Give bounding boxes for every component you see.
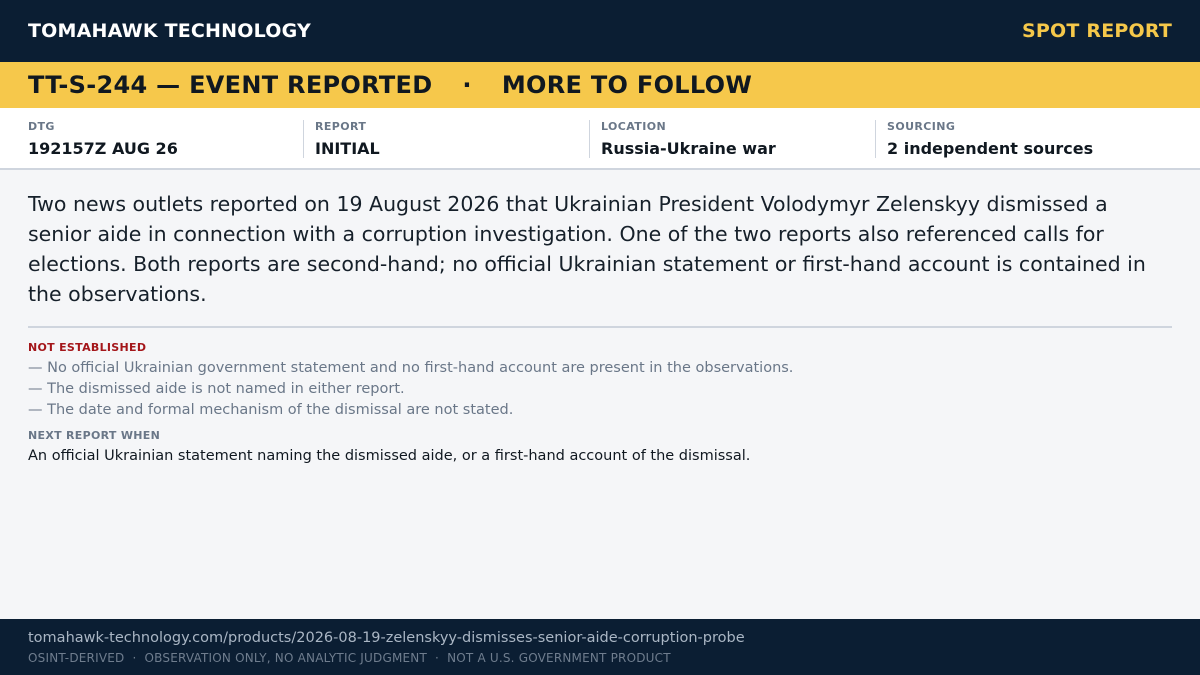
event-status: MORE TO FOLLOW xyxy=(501,71,753,99)
next-report-text: An official Ukrainian statement naming the dismissed aide, or a first-hand account of the dismissal. xyxy=(28,448,751,464)
metadata-strip xyxy=(0,108,1200,170)
list-item: — The date and formal mechanism of the dismissal are not stated. xyxy=(28,402,514,418)
report-type-label: SPOT REPORT xyxy=(1022,20,1172,42)
not-established-list xyxy=(28,358,793,421)
meta-label: REPORT xyxy=(315,120,367,133)
status-banner xyxy=(0,62,1200,108)
meta-sourcing xyxy=(875,120,1175,158)
meta-value: 192157Z AUG 26 xyxy=(28,139,178,158)
next-report-heading: NEXT REPORT WHEN xyxy=(28,429,161,442)
meta-label: SOURCING xyxy=(887,120,956,133)
top-bar xyxy=(0,0,1200,62)
footer xyxy=(0,619,1200,675)
meta-value: 2 independent sources xyxy=(887,139,1094,158)
report-summary: Two news outlets reported on 19 August 2026 that Ukrainian President Volodymyr Zelenskyy dismissed a senior aide in connection with a corruption investigation. One of the two reports also referenced calls for elections. Both reports are second-hand; no official Ukrainian statement or first-hand account is contained in the observations. xyxy=(28,192,1146,306)
event-title: TT-S-244 — EVENT REPORTED xyxy=(28,71,433,99)
meta-value: INITIAL xyxy=(315,139,380,158)
list-item: — No official Ukrainian government statement and no first-hand account are present in the observations. xyxy=(28,360,794,376)
meta-value: Russia-Ukraine war xyxy=(601,139,776,158)
section-divider xyxy=(28,326,1172,328)
meta-label: LOCATION xyxy=(601,120,667,133)
brand-name: TOMAHAWK TECHNOLOGY xyxy=(28,20,311,42)
not-established-heading: NOT ESTABLISHED xyxy=(28,341,147,354)
footer-url[interactable]: tomahawk-technology.com/products/2026-08-19-zelenskyy-dismisses-senior-aide-corruption-probe xyxy=(28,630,745,646)
meta-dtg xyxy=(28,120,298,158)
banner-separator: · xyxy=(462,71,472,99)
meta-location xyxy=(589,120,869,158)
list-item: — The dismissed aide is not named in either report. xyxy=(28,381,405,397)
meta-label: DTG xyxy=(28,120,55,133)
meta-report xyxy=(303,120,583,158)
footer-disclaimer: OSINT-DERIVED · OBSERVATION ONLY, NO ANALYTIC JUDGMENT · NOT A U.S. GOVERNMENT PRODUCT xyxy=(28,651,671,665)
